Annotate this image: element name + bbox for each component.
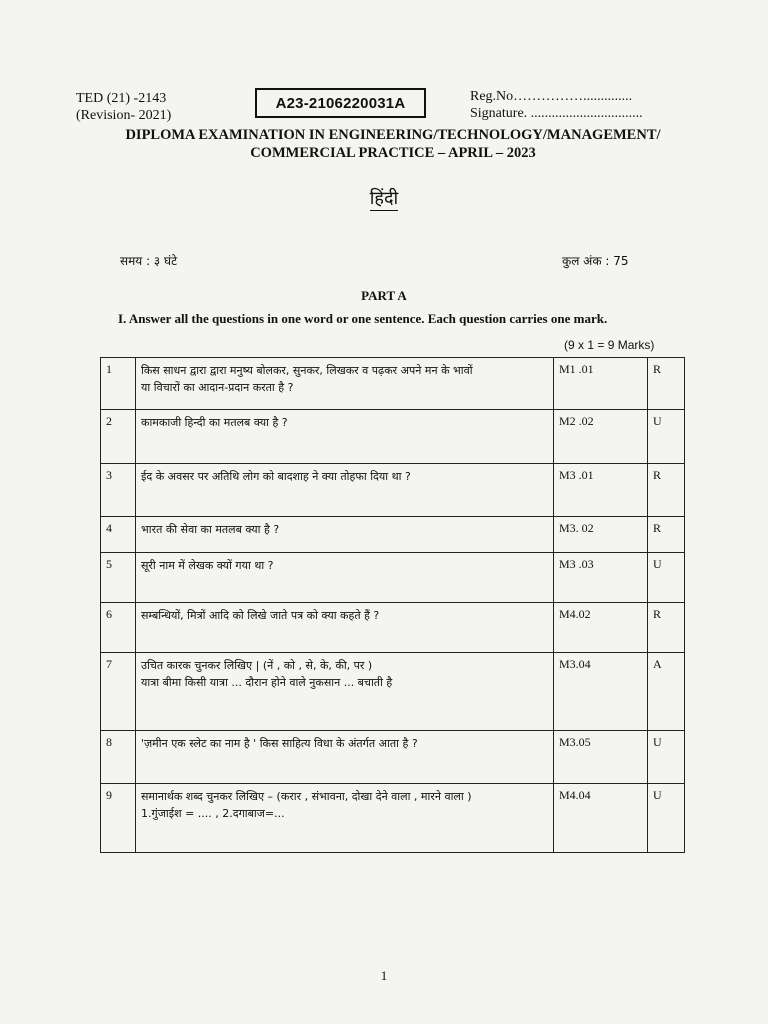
level-code: R — [648, 603, 685, 653]
question-number: 5 — [101, 553, 136, 603]
question-text — [136, 464, 554, 517]
total-marks: कुल अंक : 75 — [562, 254, 629, 268]
question-line: ईद के अवसर पर अतिथि लोग को बादशाह ने क्या तोहफा दिया था ? — [141, 470, 411, 483]
table-row — [101, 784, 685, 853]
question-line: सूरी नाम में लेखक क्यों गया था ? — [141, 559, 274, 572]
question-text — [136, 553, 554, 603]
signature-field: Signature. ................................ — [470, 106, 643, 121]
marks-scheme: (9 x 1 = 9 Marks) — [564, 338, 655, 352]
question-line: उचित कारक चुनकर लिखिए | (नें , को , से, के, की, पर ) — [141, 659, 373, 672]
question-text — [136, 731, 554, 784]
table-row — [101, 603, 685, 653]
questions-table — [100, 357, 685, 853]
exam-title-line2: COMMERCIAL PRACTICE – APRIL – 2023 — [250, 145, 536, 161]
question-text — [136, 358, 554, 410]
course-code-line: TED (21) -2143 — [76, 91, 167, 106]
question-line: 'ज़मीन एक स्लेट का नाम है ' किस साहित्य विधा के अंतर्गत आता है ? — [141, 737, 418, 750]
table-row — [101, 731, 685, 784]
page-number: 1 — [380, 968, 388, 983]
level-code: U — [648, 731, 685, 784]
question-text — [136, 784, 554, 853]
time-allowed: समय : ३ घंटे — [120, 254, 178, 268]
question-line: यात्रा बीमा किसी यात्रा ... दौरान होने वाले नुकसान ... बचाती है — [141, 676, 393, 689]
course-code — [76, 90, 171, 124]
question-number: 4 — [101, 517, 136, 553]
level-code: U — [648, 784, 685, 853]
module-code: M3 .03 — [554, 553, 648, 603]
module-code: M3. 02 — [554, 517, 648, 553]
table-row — [101, 410, 685, 464]
module-code: M3 .01 — [554, 464, 648, 517]
question-number: 9 — [101, 784, 136, 853]
question-line: या विचारों का आदान-प्रदान करता है ? — [141, 381, 294, 394]
table-row — [101, 553, 685, 603]
module-code: M1 .01 — [554, 358, 648, 410]
question-line: समानार्थक शब्द चुनकर लिखिए – (करार , संभावना, दोखा देने वाला , मारने वाला ) — [141, 790, 472, 803]
question-number: 6 — [101, 603, 136, 653]
module-code: M4.04 — [554, 784, 648, 853]
level-code: R — [648, 464, 685, 517]
subject-title — [0, 186, 768, 210]
registration-block — [470, 88, 643, 122]
table-row — [101, 358, 685, 410]
question-number: 3 — [101, 464, 136, 517]
level-code: R — [648, 517, 685, 553]
question-line: किस साधन द्वारा द्वारा मनुष्य बोलकर, सुनकर, लिखकर व पढ़कर अपने मन के भावों — [141, 364, 473, 377]
revision-line: (Revision- 2021) — [76, 108, 172, 123]
module-code: M3.05 — [554, 731, 648, 784]
question-text — [136, 653, 554, 731]
table-row — [101, 653, 685, 731]
reg-no-field: Reg.No…………….............. — [470, 89, 633, 104]
part-title: PART A — [361, 288, 407, 303]
paper-id-box: A23-2106220031A — [255, 88, 426, 118]
question-number: 1 — [101, 358, 136, 410]
question-line: कामकाजी हिन्दी का मतलब क्या है ? — [141, 416, 288, 429]
question-line: भारत की सेवा का मतलब क्या है ? — [141, 523, 280, 536]
question-text — [136, 410, 554, 464]
question-number: 2 — [101, 410, 136, 464]
table-row — [101, 464, 685, 517]
module-code: M2 .02 — [554, 410, 648, 464]
level-code: A — [648, 653, 685, 731]
subject-text: हिंदी — [369, 188, 399, 209]
question-text — [136, 517, 554, 553]
level-code: U — [648, 410, 685, 464]
instruction: I. Answer all the questions in one word or one sentence. Each question carries one mark. — [118, 311, 608, 326]
question-number: 7 — [101, 653, 136, 731]
level-code: R — [648, 358, 685, 410]
exam-title-line1: DIPLOMA EXAMINATION IN ENGINEERING/TECHNOLOGY/MANAGEMENT/ — [125, 127, 661, 143]
level-code: U — [648, 553, 685, 603]
module-code: M4.02 — [554, 603, 648, 653]
question-line: सम्बन्धियों, मित्रों आदि को लिखे जाते पत्र को क्या कहते हैं ? — [141, 609, 380, 622]
table-row — [101, 517, 685, 553]
question-number: 8 — [101, 731, 136, 784]
question-line: 1.गुंजाईश = .... , 2.दगाबाज=... — [141, 807, 285, 820]
question-text — [136, 603, 554, 653]
module-code: M3.04 — [554, 653, 648, 731]
